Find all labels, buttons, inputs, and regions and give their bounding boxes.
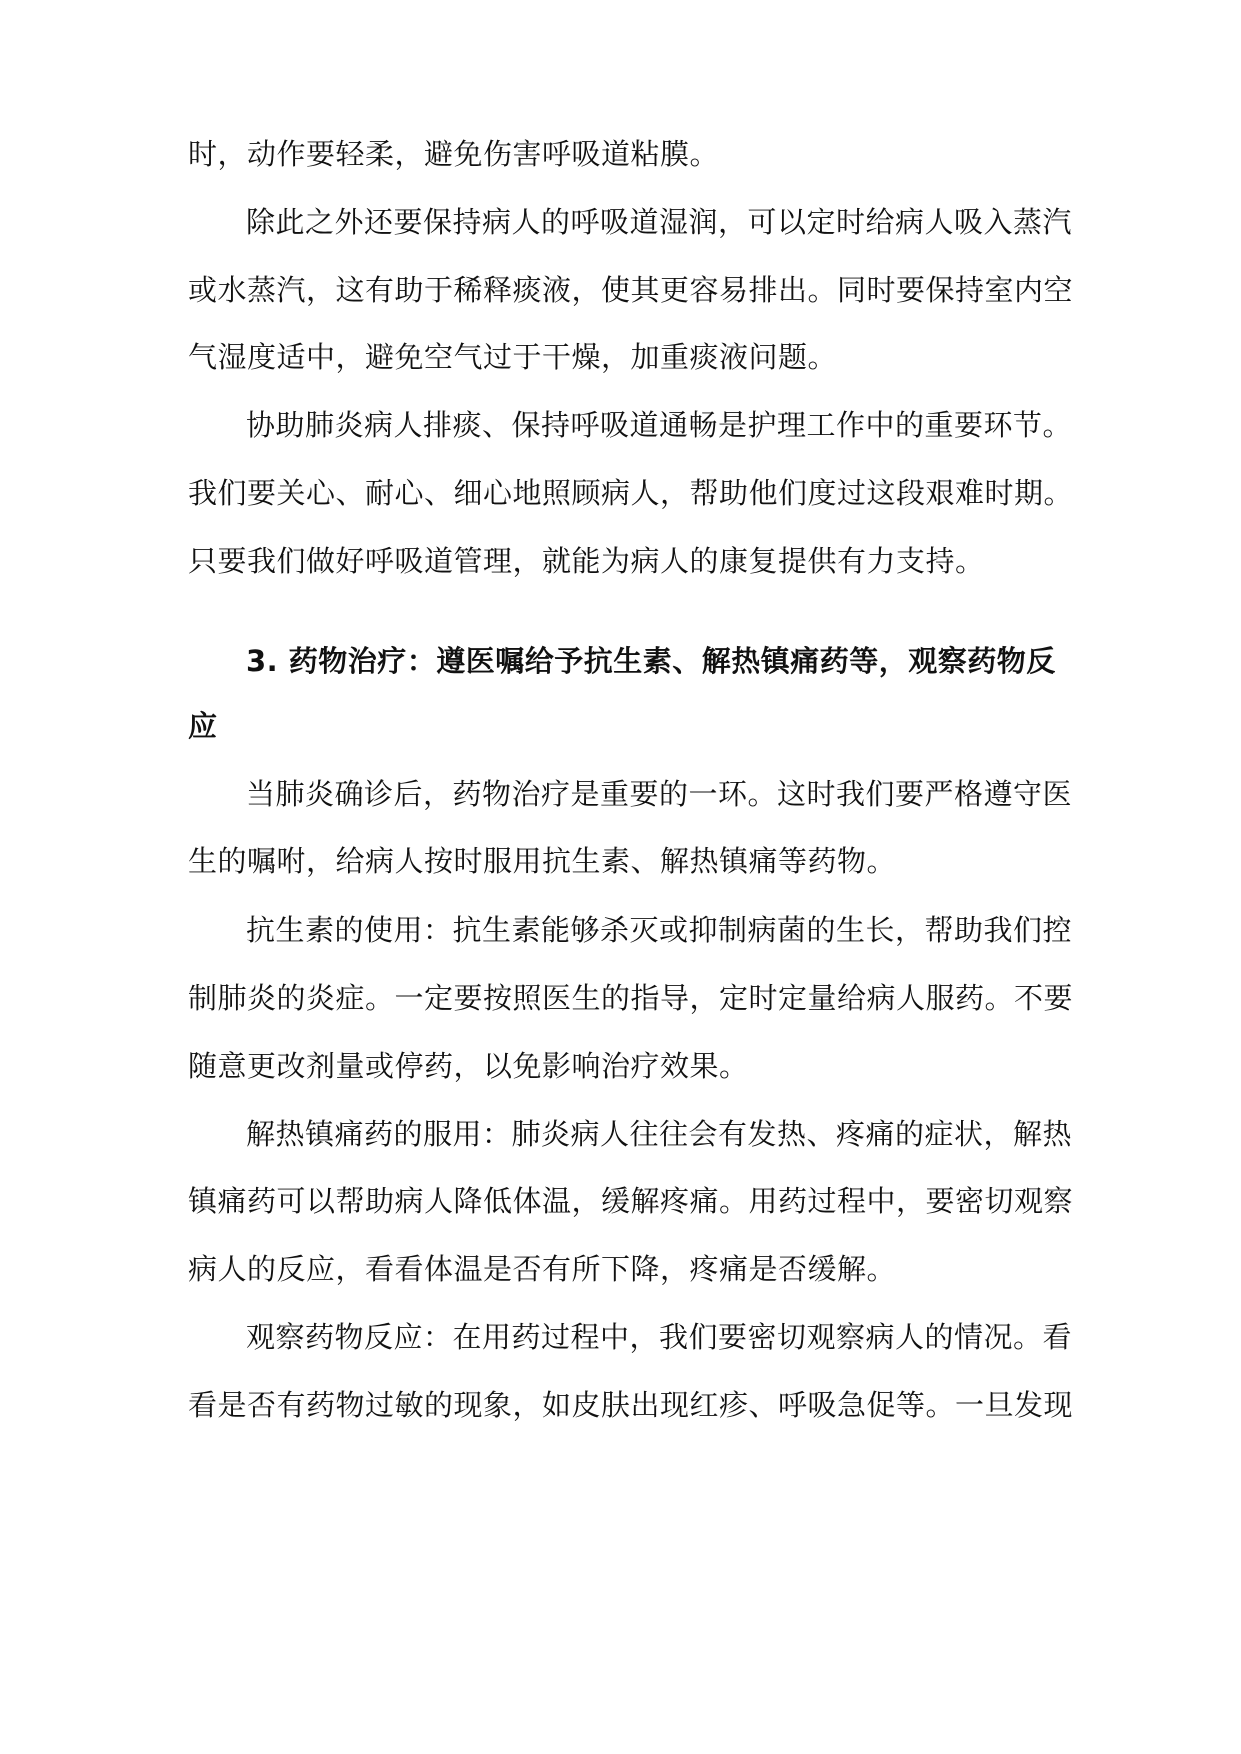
- paragraph-line: 当肺炎确诊后，药物治疗是重要的一环。这时我们要严格遵守医: [246, 777, 1073, 811]
- paragraph-line: 抗生素的使用：抗生素能够杀灭或抑制病菌的生长，帮助我们控: [246, 913, 1073, 947]
- section-heading: 3. 药物治疗：遵医嘱给予抗生素、解热镇痛药等，观察药物反: [246, 644, 1056, 678]
- paragraph-line: 我们要关心、耐心、细心地照顾病人，帮助他们度过这段艰难时期。: [188, 476, 1074, 510]
- paragraph-line: 看是否有药物过敏的现象，如皮肤出现红疹、呼吸急促等。一旦发现: [188, 1388, 1074, 1422]
- paragraph-line: 制肺炎的炎症。一定要按照医生的指导，定时定量给病人服药。不要: [188, 981, 1074, 1015]
- paragraph-line: 镇痛药可以帮助病人降低体温，缓解疼痛。用药过程中，要密切观察: [188, 1184, 1074, 1218]
- section-heading-continued: 应: [188, 709, 218, 743]
- paragraph-line: 除此之外还要保持病人的呼吸道湿润，可以定时给病人吸入蒸汽: [246, 205, 1073, 239]
- paragraph-line: 解热镇痛药的服用：肺炎病人往往会有发热、疼痛的症状，解热: [246, 1117, 1073, 1151]
- paragraph-line: 病人的反应，看看体温是否有所下降，疼痛是否缓解。: [188, 1252, 897, 1286]
- paragraph-line: 观察药物反应：在用药过程中，我们要密切观察病人的情况。看: [246, 1320, 1073, 1354]
- paragraph-line: 或水蒸汽，这有助于稀释痰液，使其更容易排出。同时要保持室内空: [188, 273, 1074, 307]
- paragraph-line: 随意更改剂量或停药，以免影响治疗效果。: [188, 1049, 749, 1083]
- paragraph-line: 时，动作要轻柔，避免伤害呼吸道粘膜。: [188, 137, 720, 171]
- paragraph-line: 气湿度适中，避免空气过于干燥，加重痰液问题。: [188, 340, 838, 374]
- paragraph-line: 生的嘱咐，给病人按时服用抗生素、解热镇痛等药物。: [188, 844, 897, 878]
- paragraph-line: 只要我们做好呼吸道管理，就能为病人的康复提供有力支持。: [188, 544, 985, 578]
- paragraph-line: 协助肺炎病人排痰、保持呼吸道通畅是护理工作中的重要环节。: [246, 408, 1073, 442]
